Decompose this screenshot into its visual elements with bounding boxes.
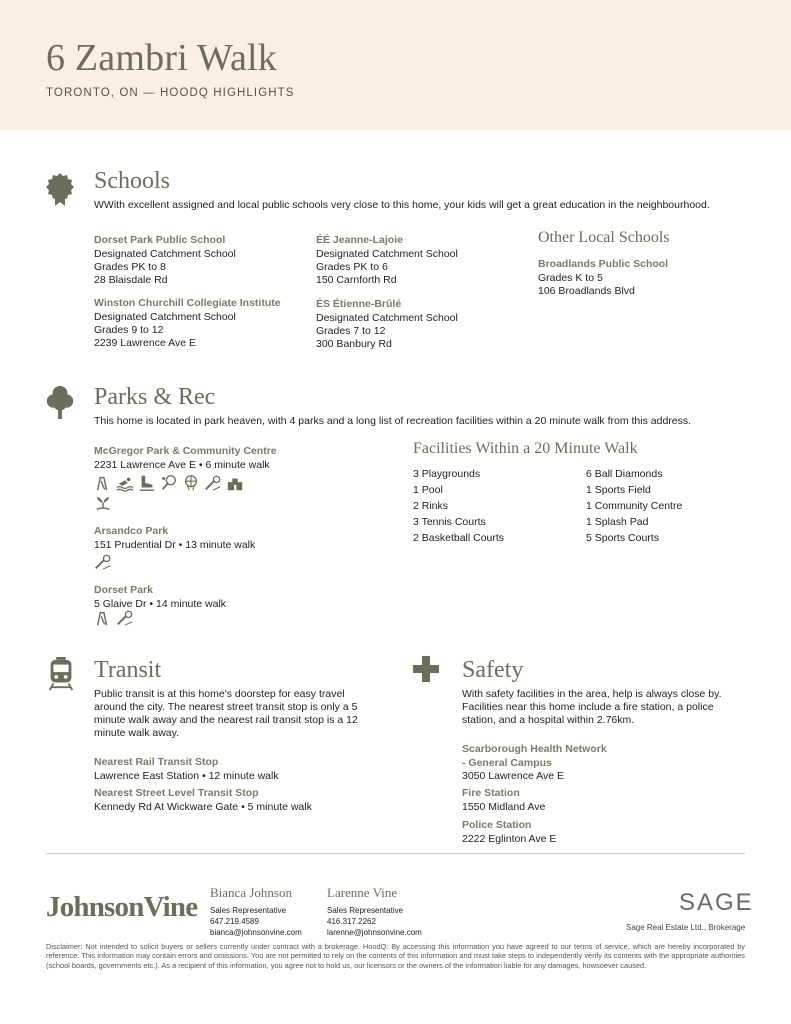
park-name: McGregor Park & Community Centre [94, 445, 277, 457]
facilities-heading: Facilities Within a 20 Minute Walk [413, 440, 638, 457]
facility-item: 1 Pool [413, 484, 443, 496]
schools-heading: Schools [94, 168, 171, 194]
johnsonvine-logo: JohnsonVine [46, 891, 198, 923]
basketball-icon [182, 474, 200, 492]
sage-logo: SAGE [679, 889, 754, 916]
agent-role: Sales Representative [210, 906, 287, 915]
school-name: Broadlands Public School [538, 258, 669, 270]
school-card [316, 294, 458, 351]
transit-rail [94, 752, 279, 783]
transit-description: Public transit is at this home's doorstep for easy travel around the city. The nearest street transit stop is only a 5 minute walk away and the nearest rail transit stop is a 12 minute walk away. [94, 688, 358, 739]
safety-description: With safety facilities in the area, help is always close by. Facilities near this home include a fire station, a police station, and a hospital within 2.76km. [462, 688, 722, 726]
facility-item: 1 Splash Pad [586, 516, 649, 528]
school-type: Designated Catchment School [94, 248, 236, 260]
street-label: Nearest Street Level Transit Stop [94, 787, 259, 799]
street-value: Kennedy Rd At Wickware Gate • 5 minute walk [94, 801, 312, 813]
agent-card [210, 884, 302, 938]
school-type: Designated Catchment School [316, 312, 458, 324]
school-address: 300 Banbury Rd [316, 338, 392, 350]
facility-item: 2 Rinks [413, 500, 449, 512]
school-grades: Grades PK to 6 [316, 261, 388, 273]
park-facility-icons [94, 553, 116, 571]
school-grades: Grades 9 to 12 [94, 324, 164, 336]
safety-heading: Safety [462, 657, 524, 683]
playground-icon [94, 609, 112, 627]
park-detail: 2231 Lawrence Ave E • 6 minute walk [94, 459, 270, 471]
park-detail: 151 Prudential Dr • 13 minute walk [94, 539, 256, 551]
hospital-value: 3050 Lawrence Ave E [462, 770, 564, 782]
agent-card [327, 884, 422, 938]
park-name: Arsandco Park [94, 525, 169, 537]
agent-name: Bianca Johnson [210, 885, 292, 900]
school-address: 106 Broadlands Blvd [538, 285, 635, 297]
facility-item: 3 Tennis Courts [413, 516, 486, 528]
school-address: 150 Carnforth Rd [316, 274, 397, 286]
school-name: ÉÉ Jeanne-Lajoie [316, 234, 403, 246]
rail-value: Lawrence East Station • 12 minute walk [94, 770, 279, 782]
hospital-label: Scarborough Health Network [462, 743, 607, 755]
rail-label: Nearest Rail Transit Stop [94, 756, 219, 768]
agent-email[interactable]: larenne@johnsonvine.com [327, 928, 422, 937]
school-address: 2239 Lawrence Ave E [94, 337, 196, 349]
school-type: Designated Catchment School [94, 311, 236, 323]
agent-email[interactable]: bianca@johnsonvine.com [210, 928, 302, 937]
rink-icon [138, 474, 156, 492]
pool-icon [116, 474, 134, 492]
facility-item: 6 Ball Diamonds [586, 468, 663, 480]
police-label: Police Station [462, 819, 532, 831]
facility-item: 2 Basketball Courts [413, 532, 505, 544]
playground-icon [94, 474, 112, 492]
safety-police [462, 815, 556, 846]
school-name: Winston Churchill Collegiate Institute [94, 297, 281, 309]
page-subtitle: TORONTO, ON — HOODQ HIGHLIGHTS [46, 87, 295, 99]
school-name: Dorset Park Public School [94, 234, 226, 246]
ball-diamond-icon [116, 609, 134, 627]
fire-label: Fire Station [462, 787, 520, 799]
school-address: 28 Blaisdale Rd [94, 274, 168, 286]
school-card [316, 230, 458, 287]
school-grades: Grades PK to 8 [94, 261, 166, 273]
ball-diamond-icon [94, 553, 112, 571]
park-facility-icons [94, 474, 254, 512]
agent-role: Sales Representative [327, 906, 404, 915]
fire-value: 1550 Midland Ave [462, 801, 546, 813]
facility-item: 1 Sports Field [586, 484, 651, 496]
splash-pad-icon [94, 494, 112, 512]
police-value: 2222 Eglinton Ave E [462, 833, 557, 845]
community-centre-icon [226, 474, 244, 492]
transit-street [94, 783, 312, 814]
park-facility-icons [94, 609, 138, 627]
facility-item: 3 Playgrounds [413, 468, 481, 480]
parks-heading: Parks & Rec [94, 384, 216, 410]
school-card [94, 293, 281, 350]
school-card [538, 254, 668, 298]
facilities-col-2 [586, 466, 682, 546]
brokerage-name: Sage Real Estate Ltd., Brokerage [626, 923, 746, 932]
parks-description: This home is located in park heaven, with 4 parks and a long list of recreation facilities within a 20 minute walk from this address. [94, 415, 692, 427]
agent-name: Larenne Vine [327, 885, 398, 900]
safety-fire [462, 783, 545, 814]
park-item [94, 441, 277, 472]
park-item [94, 580, 226, 611]
ball-diamond-icon [204, 474, 222, 492]
facilities-col-1 [413, 466, 504, 546]
tree-icon [45, 385, 75, 419]
other-schools-heading: Other Local Schools [538, 229, 670, 246]
park-name: Dorset Park [94, 584, 153, 596]
agent-phone[interactable]: 647.219.4589 [210, 917, 259, 926]
school-card [94, 230, 236, 287]
schools-description: WWith excellent assigned and local public schools very close to this home, your kids will get a great education in the neighbourhood. [94, 199, 710, 211]
footer-divider [46, 853, 745, 854]
cross-icon [413, 656, 439, 682]
school-grades: Grades 7 to 12 [316, 325, 386, 337]
page-title: 6 Zambri Walk [46, 37, 278, 79]
agent-phone[interactable]: 416.317.2262 [327, 917, 376, 926]
tennis-icon [160, 474, 178, 492]
park-item [94, 521, 255, 552]
transit-heading: Transit [94, 657, 162, 683]
ribbon-icon [45, 172, 75, 206]
school-type: Designated Catchment School [316, 248, 458, 260]
hospital-label-line-2: - General Campus [462, 757, 552, 769]
park-detail: 5 Glaive Dr • 14 minute walk [94, 598, 227, 610]
facility-item: 1 Community Centre [586, 500, 683, 512]
school-grades: Grades K to 5 [538, 272, 603, 284]
disclaimer: Disclaimer: Not intended to solicit buyers or sellers currently under contract with a brokerage. HoodQ: By accessing this information you have agreed to our terms of service, which are hereby incorporated by reference. This information may contain errors and omissions. You are not permitted to rely on the contents of this information and must take steps to independently verify its contents with the appropriate authorities (school boards, governments etc.). As a recipient of this information, you agree not to hold us, our licensors or the owners of the information liable for any damages, howsoever caused. [46, 942, 745, 970]
safety-hospital [462, 739, 607, 783]
train-icon [46, 657, 76, 691]
facility-item: 5 Sports Courts [586, 532, 659, 544]
school-name: ÉS Étienne-Brûlé [316, 298, 402, 310]
